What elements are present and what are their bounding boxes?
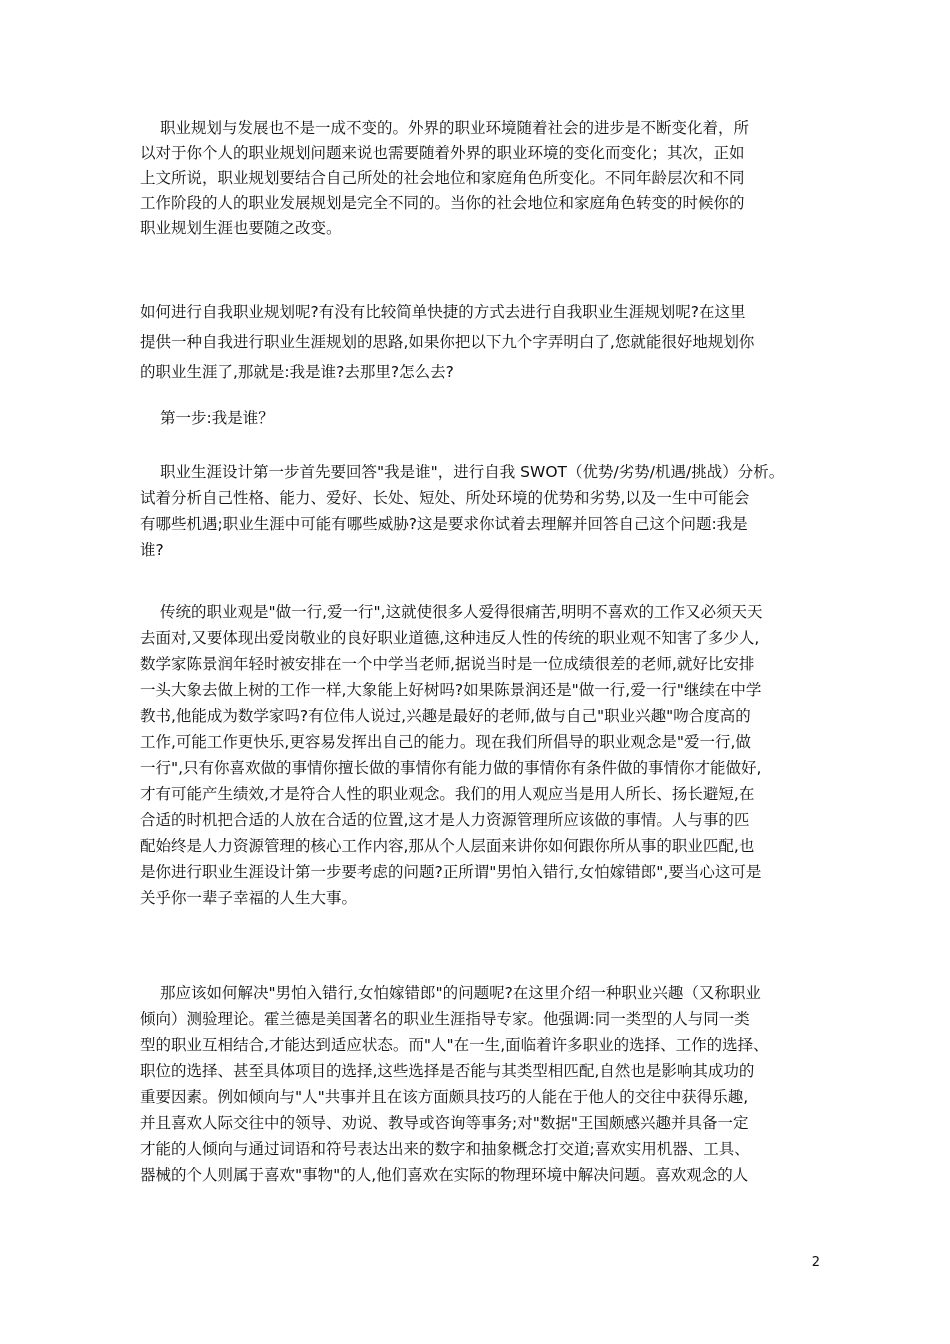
text-line: 试着分析自己性格、能力、爱好、长处、短处、所处环境的优势和劣势,以及一生中可能会	[140, 489, 750, 507]
text-line: 才能的人倾向与通过词语和符号表达出来的数字和抽象概念打交道;喜欢实用机器、工具、	[140, 1140, 750, 1158]
text-line: 是你进行职业生涯设计第一步要考虑的问题?正所谓"男怕入错行,女怕嫁错郎",要当心这可是	[140, 863, 762, 881]
text-line: 以对于你个人的职业规划问题来说也需要随着外界的职业环境的变化而变化；其次，正如	[140, 144, 745, 162]
paragraph-holland-theory	[140, 980, 769, 1188]
text-line: 有哪些机遇;职业生涯中可能有哪些威胁?这是要求你试着去理解并回答自己这个问题:我是	[140, 515, 748, 533]
text-line: 职业规划与发展也不是一成不变的。外界的职业环境随着社会的进步是不断变化着，所	[160, 119, 750, 137]
text-line: 关乎你一辈子幸福的人生大事。	[140, 889, 358, 907]
text-line: 提供一种自我进行职业生涯规划的思路,如果你把以下九个字弄明白了,您就能很好地规划你	[140, 333, 755, 351]
text-line: 才有可能产生绩效,才是符合人性的职业观念。我们的用人观应当是用人所长、扬长避短,在	[140, 785, 755, 803]
text-line: 上文所说，职业规划要结合自己所处的社会地位和家庭角色所变化。不同年龄层次和不同	[140, 169, 745, 187]
text-line: 职位的选择、甚至具体项目的选择,这些选择是否能与其类型相匹配,自然也是影响其成功的	[140, 1062, 755, 1080]
text-line: 的职业生涯了,那就是:我是谁?去那里?怎么去?	[140, 363, 454, 381]
text-line: 谁?	[140, 541, 164, 559]
text-line: 合适的时机把合适的人放在合适的位置,这才是人力资源管理所应该做的事情。人与事的匹	[140, 811, 750, 829]
text-line: 配始终是人力资源管理的核心工作内容,那从个人层面来讲你如何跟你所从事的职业匹配,也	[140, 837, 755, 855]
text-line: 器械的个人则属于喜欢"事物"的人,他们喜欢在实际的物理环境中解决问题。喜欢观念的人	[140, 1166, 749, 1184]
text-line: 传统的职业观是"做一行,爱一行",这就使很多人爱得很痛苦,明明不喜欢的工作又必须天天	[160, 603, 763, 621]
text-line: 并且喜欢人际交往中的领导、劝说、教导或咨询等事务;对"数据"王国颇感兴趣并具备一定	[140, 1114, 749, 1132]
text-line: 职业生涯设计第一步首先要回答"我是谁"，进行自我 SWOT（优势/劣势/机遇/挑战）分析。	[160, 463, 785, 481]
page-number: 2	[811, 1255, 820, 1270]
text-line: 第一步:我是谁？	[160, 409, 274, 427]
text-line: 一行",只有你喜欢做的事情你擅长做的事情你有能力做的事情你有条件做的事情你才能做好,	[140, 759, 762, 777]
text-line: 倾向）测验理论。霍兰德是美国著名的职业生涯指导专家。他强调:同一类型的人与同一类	[140, 1010, 750, 1028]
section-heading-step-one	[140, 405, 274, 431]
paragraph-traditional-view	[140, 599, 763, 911]
text-line: 型的职业互相结合,才能达到适应状态。而"人"在一生,面临着许多职业的选择、工作的选择、	[140, 1036, 769, 1054]
text-line: 重要因素。例如倾向与"人"共事并且在该方面颇具技巧的人能在于他人的交往中获得乐趣,	[140, 1088, 749, 1106]
paragraph-how-to-plan	[140, 297, 754, 387]
text-line: 如何进行自我职业规划呢?有没有比较简单快捷的方式去进行自我职业生涯规划呢?在这里	[140, 303, 746, 321]
text-line: 职业规划生涯也要随之改变。	[140, 219, 342, 237]
text-line: 工作,可能工作更快乐,更容易发挥出自己的能力。现在我们所倡导的职业观念是"爱一行,做	[140, 733, 751, 751]
paragraph-swot	[140, 459, 784, 563]
text-line: 那应该如何解决"男怕入错行,女怕嫁错郎"的问题呢?在这里介绍一种职业兴趣（又称职业	[160, 984, 761, 1002]
paragraph-career-change	[140, 116, 749, 241]
text-line: 一头大象去做上树的工作一样,大象能上好树吗?如果陈景润还是"做一行,爱一行"继续在中学	[140, 681, 762, 699]
text-line: 数学家陈景润年轻时被安排在一个中学当老师,据说当时是一位成绩很差的老师,就好比安排	[140, 655, 755, 673]
text-line: 教书,他能成为数学家吗?有位伟人说过,兴趣是最好的老师,做与自己"职业兴趣"吻合度高的	[140, 707, 751, 725]
text-line: 去面对,又要体现出爱岗敬业的良好职业道德,这种违反人性的传统的职业观不知害了多少人,	[140, 629, 760, 647]
text-line: 工作阶段的人的职业发展规划是完全不同的。当你的社会地位和家庭角色转变的时候你的	[140, 194, 745, 212]
